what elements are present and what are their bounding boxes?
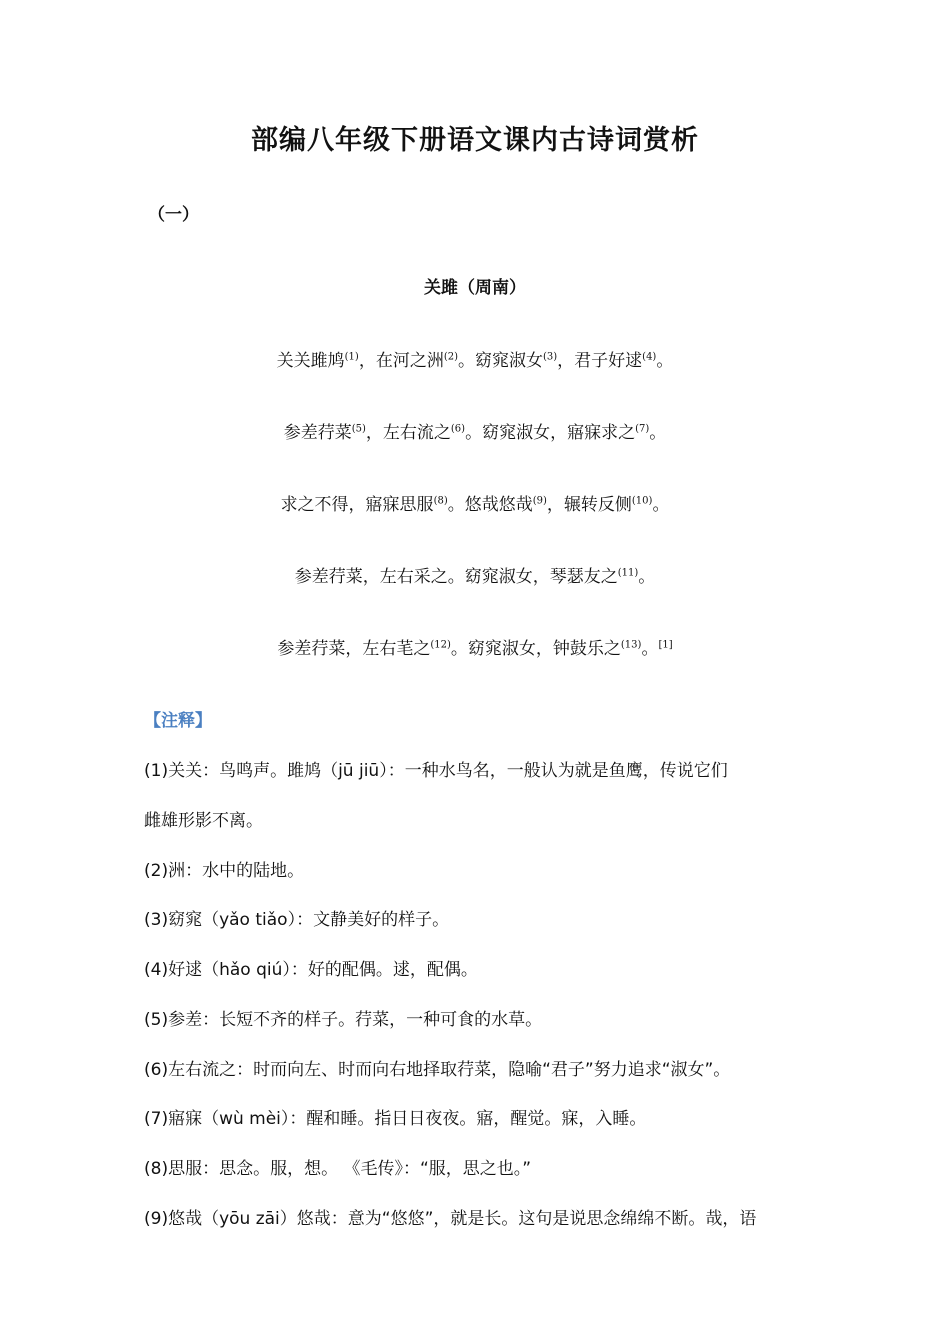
poem-text: 。窈窕淑女，寤寐求之 (465, 423, 636, 443)
note-line: (4)好逑（hǎo qiú）：好的配偶。逑，配偶。 (144, 960, 478, 980)
note-line: 雌雄形影不离。 (144, 811, 263, 831)
note-marker: (6) (450, 423, 466, 435)
poem-text: ，左右流之 (365, 423, 451, 443)
poem-text: ，在河之洲 (358, 351, 444, 371)
poem-text: 。 (656, 351, 674, 371)
poem-text: 。窈窕淑女，钟鼓乐之 (450, 639, 621, 659)
note-marker: (1) (344, 351, 359, 363)
note-marker: (9) (532, 495, 547, 507)
note-line: (1)关关：鸟鸣声。雎鸠（jū jiū）：一种水鸟名，一般认为就是鱼鹰，传说它们 (144, 761, 728, 781)
poem-line (0, 562, 950, 587)
note-marker: (7) (635, 423, 650, 435)
poem-text: 求之不得，寤寐思服 (280, 495, 434, 515)
note-marker: (4) (642, 351, 657, 363)
poem-line (0, 346, 950, 371)
note-marker: (10) (631, 495, 653, 507)
note-marker: (5) (351, 423, 366, 435)
note-marker: (13) (620, 639, 642, 651)
poem-text: 关关雎鸠 (276, 351, 345, 371)
note-line: (7)寤寐（wù mèi）：醒和睡。指日日夜夜。寤，醒觉。寐，入睡。 (144, 1109, 647, 1129)
poem-text: 。 (649, 423, 667, 443)
poem-line (0, 634, 950, 659)
note-marker: (2) (443, 351, 458, 363)
poem-text: 。窈窕淑女 (458, 351, 543, 371)
poem-text: 参差荇菜，左右采之。窈窕淑女，琴瑟友之 (294, 567, 618, 587)
poem-text: 参差荇菜，左右芼之 (277, 639, 431, 659)
notes-heading: 【注释】 (144, 711, 212, 731)
note-marker: (3) (543, 351, 558, 363)
poem-line (0, 490, 950, 515)
poem-text: ，君子好逑 (557, 351, 643, 371)
note-line: (2)洲：水中的陆地。 (144, 861, 305, 881)
poem-text: 。 (652, 495, 670, 515)
note-marker: [1] (658, 639, 673, 651)
note-marker: (12) (430, 639, 451, 651)
note-line: (9)悠哉（yōu zāi）悠哉：意为“悠悠”，就是长。这句是说思念绵绵不断。哉，语 (144, 1209, 757, 1229)
section-label: （一） (148, 205, 199, 225)
note-marker: (8) (433, 495, 448, 507)
poem-text: 参差荇菜 (283, 423, 352, 443)
poem-text: 。 (638, 567, 656, 587)
document-title: 部编八年级下册语文课内古诗词赏析 (251, 125, 699, 156)
poem-title: 关雎（周南） (424, 278, 526, 298)
note-marker: (11) (617, 567, 639, 579)
note-line: (8)思服：思念。服，想。 《毛传》：“服，思之也。” (144, 1159, 532, 1179)
note-line: (6)左右流之：时而向左、时而向右地择取荇菜，隐喻“君子”努力追求“淑女”。 (144, 1060, 731, 1080)
poem-line (0, 418, 950, 443)
note-line: (5)参差：长短不齐的样子。荇菜，一种可食的水草。 (144, 1010, 543, 1030)
poem-text: 。 (641, 639, 659, 659)
poem-text: ，辗转反侧 (546, 495, 632, 515)
note-line: (3)窈窕（yǎo tiǎo）：文静美好的样子。 (144, 910, 450, 930)
poem-text: 。悠哉悠哉 (447, 495, 533, 515)
